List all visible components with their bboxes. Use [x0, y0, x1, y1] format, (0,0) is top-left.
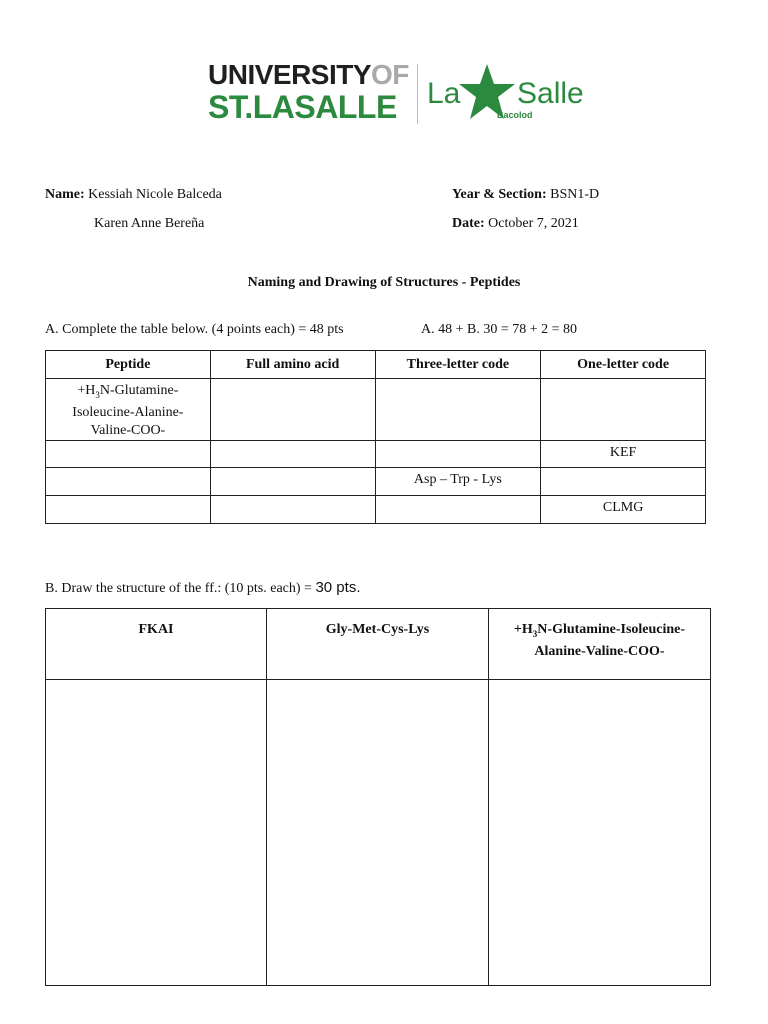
col-header-gly-met-cys-lys: Gly-Met-Cys-Lys [267, 609, 489, 680]
name-value-1: Kessiah Nicole Balceda [88, 187, 222, 202]
logo-salle-text: Salle [517, 77, 584, 110]
logo-university-text: UNIVERSITYOF [208, 59, 409, 90]
university-logo [205, 59, 584, 132]
cell-one-letter-row4: CLMG [541, 495, 706, 523]
logo-divider [417, 64, 418, 124]
col-header-three-letter: Three-letter code [375, 351, 541, 379]
date-line [452, 215, 579, 233]
col-header-full-amino-acid: Full amino acid [210, 351, 375, 379]
col-header-fkai: FKAI [46, 609, 267, 680]
cell-peptide-row1 [46, 379, 211, 441]
year-section-value: BSN1-D [550, 187, 600, 202]
cell-three-letter-row3: Asp – Trp - Lys [375, 467, 541, 495]
cell-one-letter-row2: KEF [541, 440, 706, 467]
cell-empty [46, 467, 211, 495]
section-a-instruction: A. Complete the table below. (4 points each) = 48 pts [45, 322, 344, 337]
page-title: Naming and Drawing of Structures - Peptides [247, 275, 521, 290]
cell-empty [541, 467, 706, 495]
cell-empty [375, 440, 541, 467]
table-row [46, 467, 706, 495]
section-b-instruction: B. Draw the structure of the ff.: (10 pts. each) = 30 pts. [45, 579, 361, 596]
drawing-area-fkai[interactable] [46, 680, 267, 986]
drawing-area-glutamine-peptide[interactable] [489, 680, 711, 986]
score-note: A. 48 + B. 30 = 78 + 2 = 80 [421, 322, 578, 337]
logo-la-text: La [427, 77, 461, 110]
cell-empty [46, 495, 211, 523]
structure-drawing-table [45, 608, 711, 986]
cell-empty [541, 379, 706, 441]
peptide-table [45, 350, 706, 524]
year-section-line [452, 186, 599, 204]
cell-empty [375, 495, 541, 523]
name-label: Name: [45, 187, 85, 202]
table-row [46, 379, 706, 441]
drawing-header-row [46, 609, 711, 680]
cell-empty [46, 440, 211, 467]
drawing-area-gly-met-cys-lys[interactable] [267, 680, 489, 986]
name-line [45, 186, 222, 204]
cell-empty [210, 379, 375, 441]
name-value-2: Karen Anne Bereña [94, 216, 205, 231]
logo-stlasalle-text: ST.LASALLE [208, 89, 397, 125]
peptide-row1-text: $+H_3N-Glutamine-$ Isoleucine-Alanine- Valine-COO- [72, 383, 184, 438]
col-header-peptide: Peptide [46, 351, 211, 379]
drawing-area-row [46, 680, 711, 986]
table-row [46, 495, 706, 523]
cell-empty [210, 467, 375, 495]
date-label: Date: [452, 216, 485, 231]
cell-empty [210, 495, 375, 523]
col-header-one-letter: One-letter code [541, 351, 706, 379]
cell-empty [210, 440, 375, 467]
table-header-row [46, 351, 706, 379]
col-header-glutamine-peptide: $+H_3N-Glutamine-Isoleucine-$ Alanine-Valine-COO- [489, 609, 711, 680]
logo-campus-text: Bacolod [497, 110, 533, 120]
year-section-label: Year & Section: [452, 187, 547, 202]
table-row [46, 440, 706, 467]
cell-empty [375, 379, 541, 441]
date-value: October 7, 2021 [488, 216, 579, 231]
